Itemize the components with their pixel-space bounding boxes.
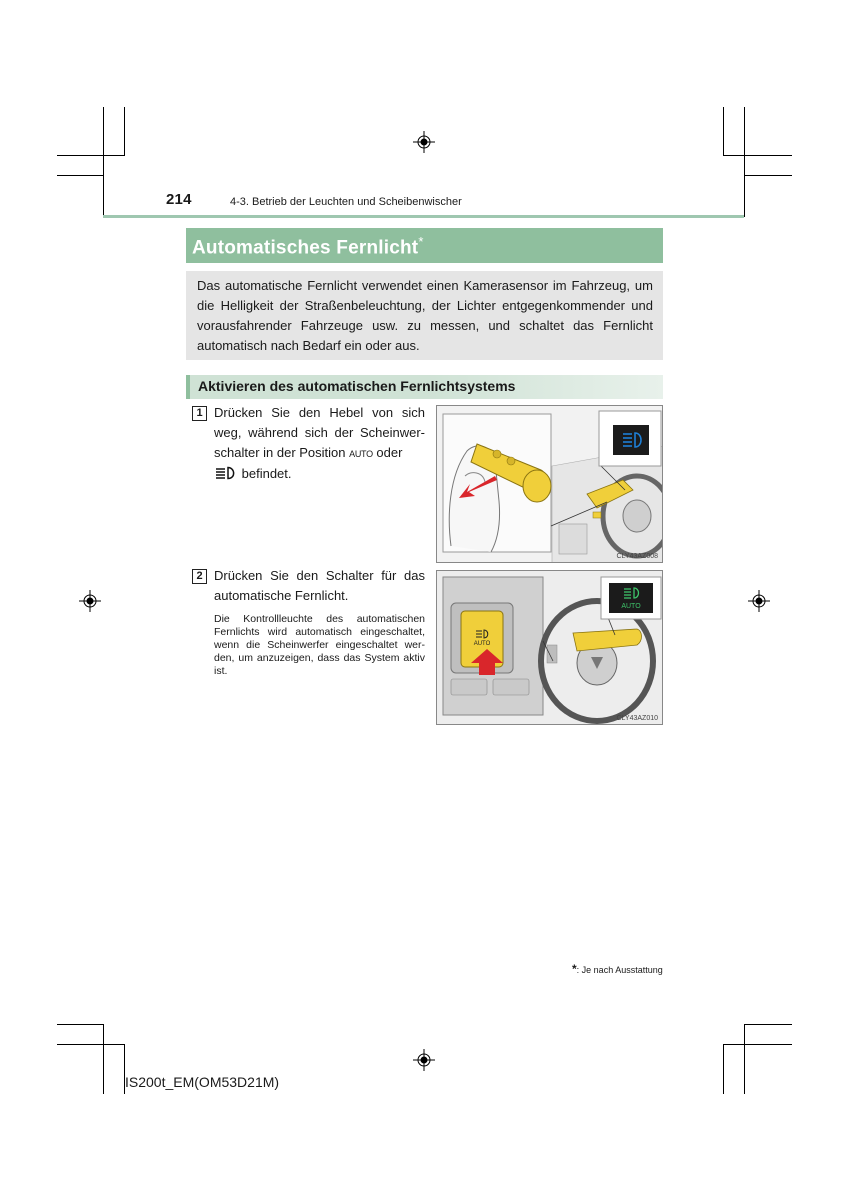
crop-mark [723, 155, 792, 156]
step-text: Drücken Sie den Hebel von sich weg, während sich der Scheinwer-schalter in der Position AUTO oder befindet. [214, 405, 425, 481]
section-header: 4-3. Betrieb der Leuchten und Scheibenwischer [230, 196, 462, 208]
intro-box [186, 271, 663, 360]
registration-mark-icon [748, 590, 770, 612]
button-auto-label: AUTO [473, 641, 491, 647]
auto-symbol: AUTO [349, 449, 373, 459]
crop-mark [723, 1044, 792, 1045]
registration-mark-icon [79, 590, 101, 612]
crop-mark [744, 1024, 792, 1025]
subsection-title-bar [186, 375, 663, 399]
subsection-title: Aktivieren des automatischen Fernlichtsystems [198, 378, 516, 394]
step-number: 1 [192, 406, 207, 421]
crop-mark [744, 1024, 745, 1094]
section-title: Automatisches Fernlicht* [192, 234, 424, 259]
optional-equipment-marker: * [418, 234, 424, 249]
section-title-bar [186, 228, 663, 263]
crop-mark [57, 1024, 104, 1025]
crop-mark [723, 1044, 724, 1094]
headlight-icon [214, 466, 238, 480]
indicator-auto-label: AUTO [621, 603, 641, 610]
crop-mark [103, 1024, 104, 1094]
crop-mark [723, 107, 724, 156]
step-number: 2 [192, 569, 207, 584]
crop-mark [103, 107, 104, 217]
figure-code: CLY43AZ010 [616, 715, 658, 722]
registration-mark-icon [413, 131, 435, 153]
header-rule [103, 215, 744, 218]
footnote-marker: * [572, 962, 577, 976]
crop-mark [744, 175, 792, 176]
switch-illustration [437, 571, 663, 725]
page-number: 214 [166, 191, 192, 208]
model-code: IS200t_EM(OM53D21M) [125, 1074, 280, 1090]
step-note: Die Kontrollleuchte des automatischen Fernlichts wird automatisch eingeschaltet, wenn die Scheinwerfer eingeschaltet wer-den, um anzuzeigen, dass das System aktiv ist. [214, 613, 425, 677]
intro-text: Das automatische Fernlicht verwendet einen Kamerasensor im Fahrzeug, um die Helligkeit der Straßenbeleuchtung, der Lichter entgegenkommender und vorausfahrender Fahrzeuge usw. zu messen, und schaltet das Fernlicht automatisch nach Bedarf ein oder aus. [197, 278, 653, 353]
footnote-text: : Je nach Ausstattung [576, 965, 663, 975]
crop-mark [744, 107, 745, 217]
footnote [572, 962, 663, 976]
figure-code: CLY43AZ008 [616, 553, 658, 560]
figure-switch [436, 570, 663, 725]
crop-mark [57, 1044, 125, 1045]
lever-illustration [437, 406, 663, 563]
crop-mark [57, 155, 125, 156]
registration-mark-icon [413, 1049, 435, 1071]
crop-mark [57, 175, 104, 176]
step-text: Drücken Sie den Schalter für das automatische Fernlicht. [214, 568, 425, 603]
figure-lever [436, 405, 663, 563]
crop-mark [124, 107, 125, 156]
